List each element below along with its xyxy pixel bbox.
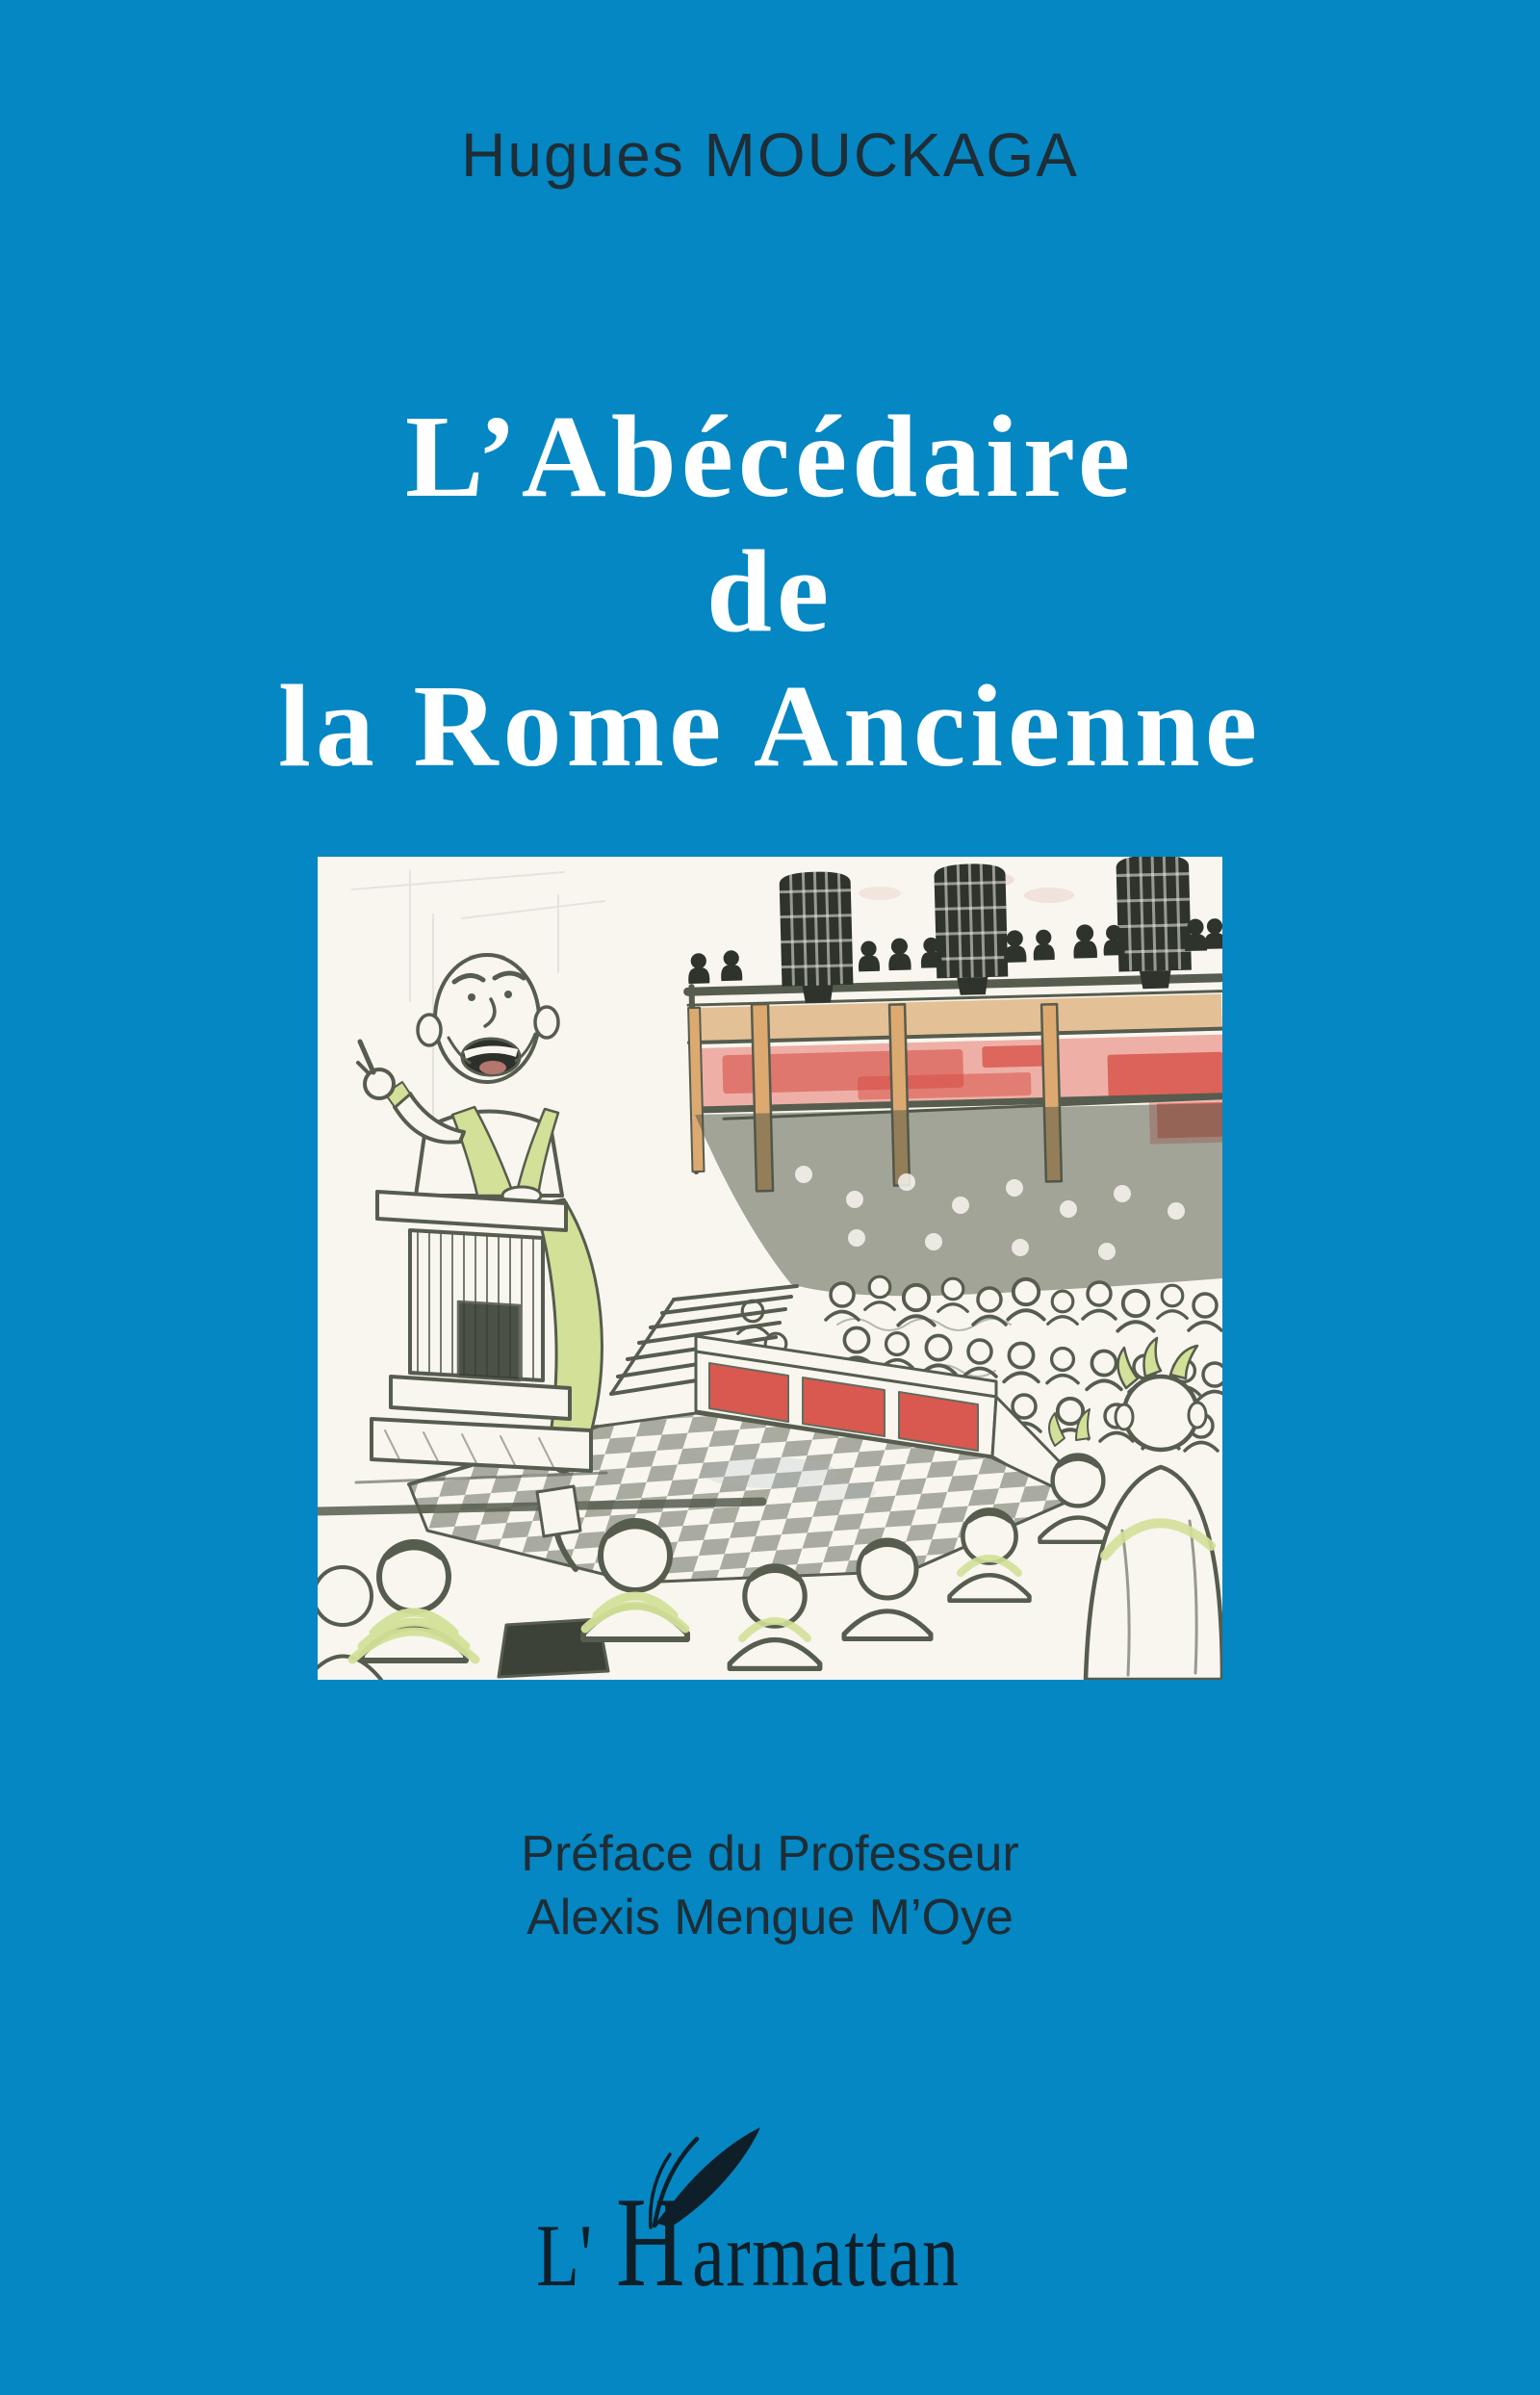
under-balcony-shadow — [695, 1103, 1222, 1296]
senate-cartoon — [318, 857, 1222, 1680]
publisher-prefix: L' — [536, 2206, 593, 2305]
title-line-3: la Rome Ancienne — [277, 661, 1263, 791]
preface-credit — [0, 1822, 1540, 1949]
author-name: Hugues MOUCKAGA — [461, 120, 1079, 190]
preface-line-2: Alexis Mengue M’Oye — [526, 1890, 1014, 1945]
publisher-logo — [12, 2171, 1540, 2313]
preface-line-1: Préface du Professeur — [521, 1826, 1019, 1882]
cover-illustration — [318, 857, 1222, 1680]
title-line-1: L’Abécédaire — [404, 392, 1136, 522]
publisher-initial: H — [615, 2171, 685, 2313]
publisher-rest: armattan — [691, 2203, 961, 2305]
book-title — [0, 390, 1540, 794]
title-line-2: de — [706, 527, 834, 657]
